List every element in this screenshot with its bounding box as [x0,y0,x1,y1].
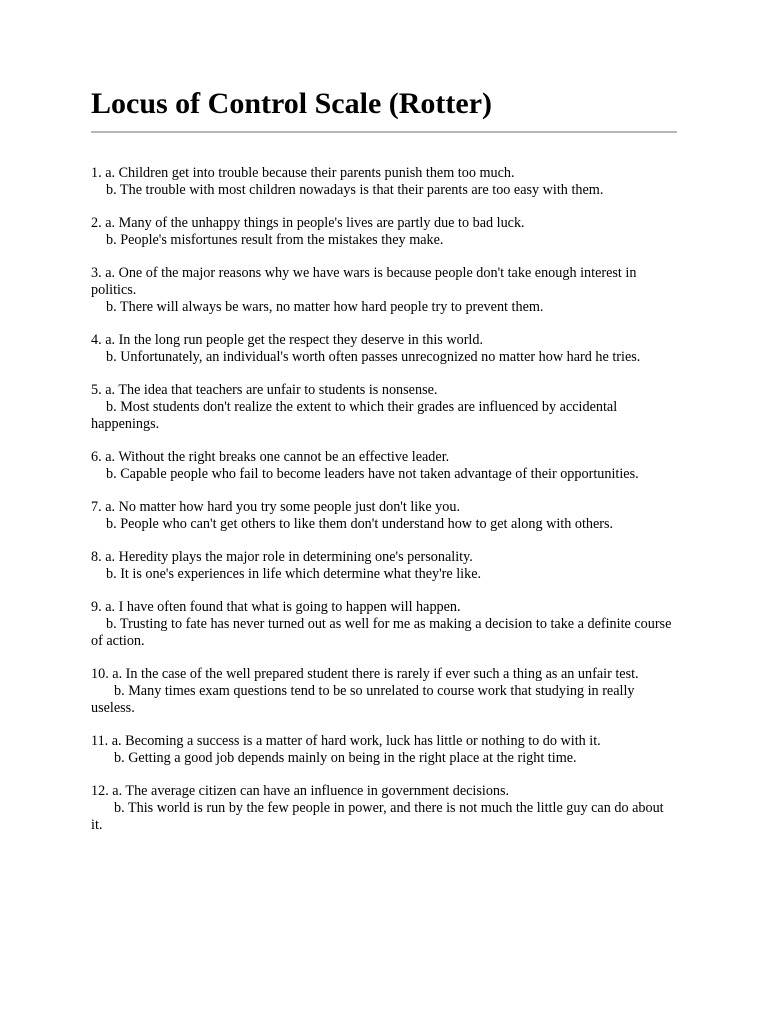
question-item [91,215,677,249]
question-option-b: b. People who can't get others to like them don't understand how to get along with others. [106,516,614,532]
question-option-b: b. Many times exam questions tend to be so unrelated to course work that studying in really useless. [91,683,635,716]
question-item [91,783,677,834]
question-item [91,449,677,483]
question-option-a: 6. a. Without the right breaks one cannot be an effective leader. [91,449,450,465]
question-option-a: 2. a. Many of the unhappy things in people's lives are partly due to bad luck. [91,215,525,231]
question-option-b: b. People's misfortunes result from the mistakes they make. [106,232,444,248]
question-list [91,165,677,850]
question-option-a: 12. a. The average citizen can have an influence in government decisions. [91,783,510,799]
question-option-a: 8. a. Heredity plays the major role in determining one's personality. [91,549,473,565]
question-option-a: 5. a. The idea that teachers are unfair to students is nonsense. [91,382,438,398]
question-item [91,599,677,650]
question-option-a: 7. a. No matter how hard you try some people just don't like you. [91,499,460,515]
question-option-a: 11. a. Becoming a success is a matter of hard work, luck has little or nothing to do with it. [91,733,601,749]
question-option-b: b. Most students don't realize the extent to which their grades are influenced by accidental happenings. [91,399,618,432]
page-title: Locus of Control Scale (Rotter) [91,87,493,120]
question-option-a: 4. a. In the long run people get the respect they deserve in this world. [91,332,484,348]
question-option-b: b. Unfortunately, an individual's worth often passes unrecognized no matter how hard he tries. [106,349,641,365]
question-item [91,382,677,433]
question-item [91,332,677,366]
question-item [91,666,677,717]
question-option-b: b. It is one's experiences in life which determine what they're like. [106,566,482,582]
question-item [91,499,677,533]
question-item [91,549,677,583]
question-option-a: 3. a. One of the major reasons why we have wars is because people don't take enough interest in politics. [91,265,637,298]
question-option-b: b. This world is run by the few people in power, and there is not much the little guy can do about it. [91,800,664,833]
question-option-a: 1. a. Children get into trouble because their parents punish them too much. [91,165,515,181]
question-item [91,165,677,199]
question-option-a: 10. a. In the case of the well prepared student there is rarely if ever such a thing as an unfair test. [91,666,639,682]
question-item [91,265,677,316]
question-option-b: b. There will always be wars, no matter how hard people try to prevent them. [106,299,544,315]
question-option-b: b. Getting a good job depends mainly on being in the right place at the right time. [114,750,577,766]
question-option-a: 9. a. I have often found that what is going to happen will happen. [91,599,461,615]
question-option-b: b. Capable people who fail to become leaders have not taken advantage of their opportunities. [106,466,639,482]
question-option-b: b. The trouble with most children nowadays is that their parents are too easy with them. [106,182,604,198]
question-item [91,733,677,767]
question-option-b: b. Trusting to fate has never turned out as well for me as making a decision to take a definite course of action. [91,616,672,649]
title-divider [91,131,677,133]
